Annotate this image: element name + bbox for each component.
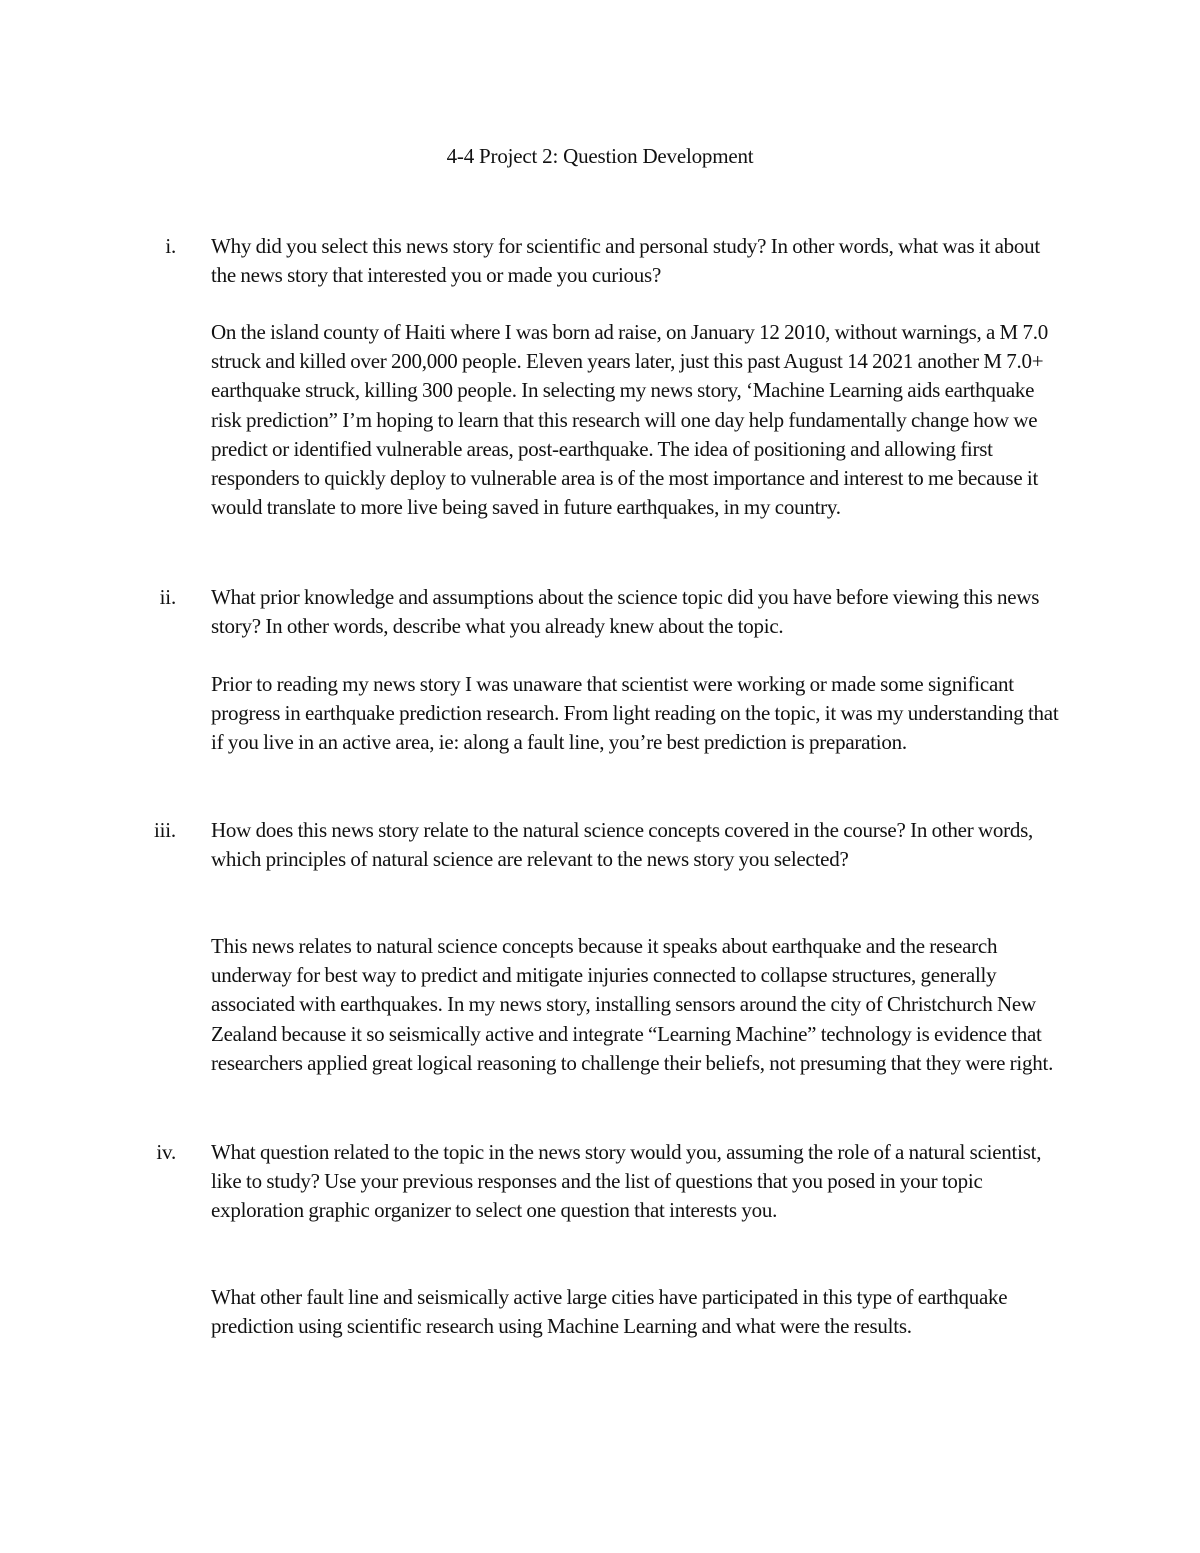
item-numeral: iii. [154,818,176,842]
document-title: 4-4 Project 2: Question Development [446,144,754,168]
question-text: Why did you select this news story for scientific and personal study? In other words, what was it about the news story that interested you or made you curious? [211,234,1040,288]
answer-text: What other fault line and seismically active large cities have participated in this type of earthquake prediction using scientific research using Machine Learning and what were the results. [211,1285,1008,1339]
item-numeral: ii. [159,585,176,609]
question-text: How does this news story relate to the natural science concepts covered in the course? In other words, which principles of natural science are relevant to the news story you selected? [211,818,1034,872]
answer-text: This news relates to natural science concepts because it speaks about earthquake and the research underway for best way to predict and mitigate injuries connected to collapse structures, generally associated with earthquakes. In my news story, installing sensors around the city of Christchurch New Zealand because it so seismically active and integrate “Learning Machine” technology is evidence that researchers applied great logical reasoning to challenge their beliefs, not presuming that they were right. [211,934,1054,1075]
item-numeral: iv. [156,1140,176,1164]
answer-text: Prior to reading my news story I was unaware that scientist were working or made some significant progress in earthquake prediction research. From light reading on the topic, it was my understanding that if you live in an active area, ie: along a fault line, you’re best prediction is preparation. [211,672,1059,755]
answer-text: On the island county of Haiti where I was born ad raise, on January 12 2010, without warnings, a M 7.0 struck and killed over 200,000 people. Eleven years later, just this past August 14 2021 another M 7.0+ earthquake struck, killing 300 people. In selecting my news story, ‘Machine Learning aids earthquake risk prediction” I’m hoping to learn that this research will one day help fundamentally change how we predict or identified vulnerable areas, post-earthquake. The idea of positioning and allowing first responders to quickly deploy to vulnerable area is of the most importance and interest to me because it would translate to more live being saved in future earthquakes, in my country. [211,320,1048,520]
item-numeral: i. [165,234,176,258]
question-text: What question related to the topic in the news story would you, assuming the role of a natural scientist, like to study? Use your previous responses and the list of questions that you posed in your topic exploration graphic organizer to select one question that interests you. [211,1140,1042,1223]
question-text: What prior knowledge and assumptions about the science topic did you have before viewing this news story? In other words, describe what you already knew about the topic. [211,585,1040,639]
